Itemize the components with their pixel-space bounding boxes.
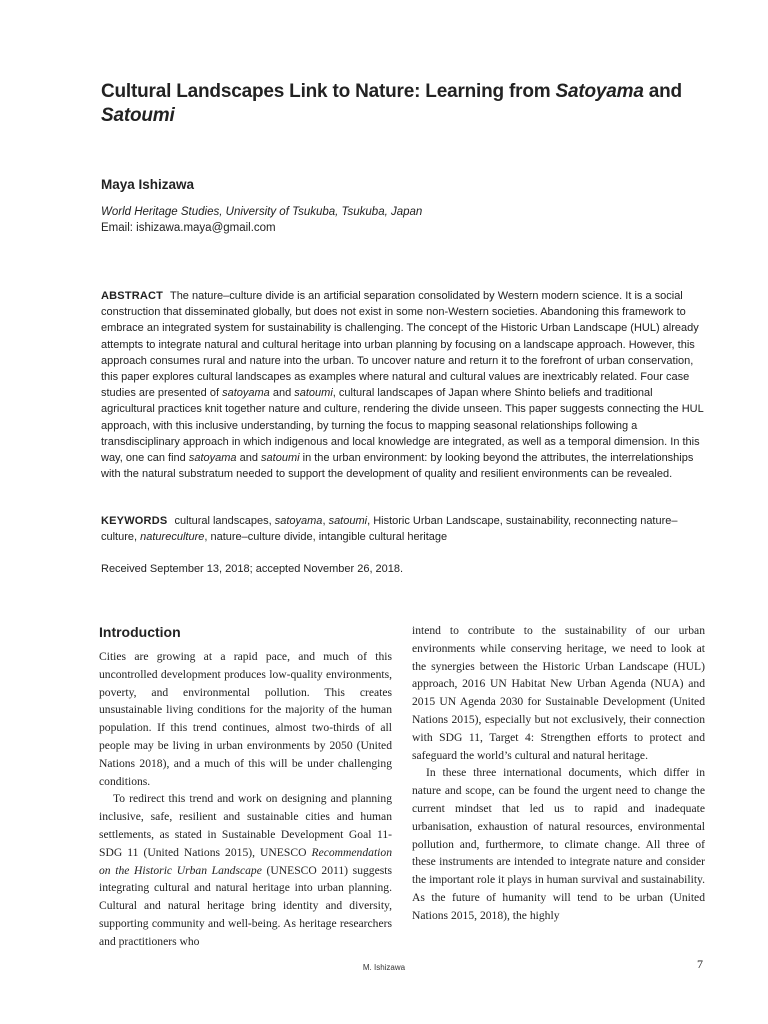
page-number: 7 (697, 957, 703, 971)
intro-paragraph-3: intend to contribute to the sustainability of our urban environments while conserving heritage, we need to look at the synergies between the Historic Urban Landscape (HUL) approach, 2016 UN Habitat New Urban Agenda (NUA) and 2015 UN Agenda 2030 for Sustainable Development (United Nations 2015), especially but not exclusively, their connection with SDG 11, Target 4: Strengthen efforts to protect and safeguard the world’s cultural and natural heritage. (412, 624, 705, 762)
keywords-text-3: , Historic Urban Landscape, sustainability, reconnecting nature– culture, (101, 515, 678, 544)
title-italic-satoumi: Satoumi (101, 105, 175, 126)
abstract-text-1: The nature–culture divide is an artificial separation consolidated by Western modern science. It is a social construction that disseminated globally, but does not exist in some non-Western societies. Abandoning this framework to embrace an integrated system for sustainability is challenging. The concept of the Historic Urban Landscape (HUL) already attempts to integrate natural and cultural heritage into urban planning by focusing on a landscape approach. However, this approach consumes rural and nature into the urban. To uncover nature and return it to the forefront of urban conservation, this paper explores cultural landscapes as examples where natural and cultural values are inextricably related. Four case studies are presented of (101, 290, 699, 400)
keywords (101, 513, 705, 545)
keywords-text-2: , (322, 515, 329, 527)
keywords-text-4: , nature–culture divide, intangible cultural heritage (204, 531, 448, 544)
abstract-label: ABSTRACT (101, 290, 164, 302)
intro-p2-text-2: (UNESCO 2011) suggests integrating cultural and natural heritage into urban planning. Cultural and natural heritage bring identity and diversity, supporting community and well-being. As heritage researchers and practitioners who (99, 863, 392, 948)
abstract-italic-4: satoumi (261, 452, 300, 465)
abstract-text-4: and (236, 452, 262, 465)
abstract-italic-2: satoumi (294, 387, 333, 400)
abstract-italic-1: satoyama (222, 387, 270, 400)
body-column-left (99, 648, 392, 951)
intro-p2-italic: Recommendation on the Historic Urban Landscape (99, 845, 392, 877)
abstract-italic-3: satoyama (188, 452, 237, 465)
title-part-1: Cultural Landscapes Link to Nature: Learning from (101, 81, 556, 102)
body-column-right (412, 622, 705, 925)
received-dates: Received September 13, 2018; accepted November 26, 2018. (101, 563, 404, 575)
intro-paragraph-4: In these three international documents, which differ in nature and scope, can be found the urgent need to change the current mindset that led us to rapid and inadequate urbanisation, exhaustion of natural resources, environmental pollution and, furthermore, to climate change. All three of these instruments are intended to integrate nature and consider the important role it plays in human survival and sustainability. As the future of humanity will tend to be urban (United Nations 2015, 2018), the highly (412, 766, 705, 922)
author-name: Maya Ishizawa (101, 177, 195, 192)
intro-paragraph-1: Cities are growing at a rapid pace, and much of this uncontrolled development produces low-quality environments, poverty, and environmental pollution. This creates unsustainable living conditions for the majority of the human population. If this trend continues, almost two-thirds of all people may be living in urban environments by 2050 (United Nations 2018), and a much of this will be under challenging conditions. (99, 650, 392, 788)
abstract-text-5: in the urban environment: by looking beyond the attributes, the interrelationships with the natural substratum needed to support the development of quality and resilient environments can be revealed. (101, 452, 694, 481)
keywords-italic-1: satoyama (274, 515, 323, 527)
section-heading-introduction: Introduction (99, 624, 181, 640)
title-part-2: and (643, 81, 682, 102)
abstract-text-3: , cultural landscapes of Japan where Shinto beliefs and traditional agricultural practices knit together nature and culture, rendering the divide unseen. This paper suggests connecting the HUL approach, with this inclusive understanding, by turning the focus to mapping seasonal relationships following a transdisciplinary approach in which indigenous and local knowledge are integrated, as well as a temporal dimension. In this way, one can find (101, 387, 704, 465)
author-email: Email: ishizawa.maya@gmail.com (101, 222, 276, 234)
intro-p2-text-1: To redirect this trend and work on designing and planning inclusive, safe, resilient and sustainable cities and human settlements, as stated in Sustainable Development Goal 11-SDG 11 (United Nations 2015), UNESCO (99, 792, 392, 859)
title-italic-satoyama: Satoyama (555, 81, 644, 102)
author-affiliation: World Heritage Studies, University of Tsukuba, Tsukuba, Japan (101, 206, 423, 218)
paper-title (101, 80, 701, 128)
keywords-text-1: cultural landscapes, (174, 515, 275, 527)
abstract-text-2: and (269, 387, 295, 400)
keywords-italic-2: satoumi (328, 515, 368, 527)
keywords-italic-3: natureculture (140, 531, 205, 544)
intro-paragraph-2 (99, 790, 392, 950)
abstract (101, 288, 705, 482)
keywords-label: KEYWORDS (101, 515, 168, 527)
running-footer-author: M. Ishizawa (362, 963, 406, 972)
